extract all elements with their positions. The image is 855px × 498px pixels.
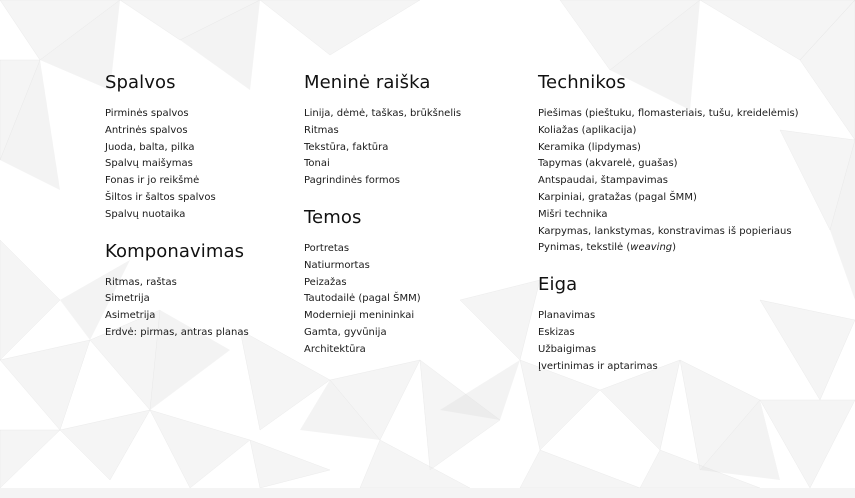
list-item: Natiurmortas — [304, 259, 370, 271]
list-item: Eskizas — [538, 326, 575, 338]
section-title: Meninė raiška — [304, 72, 431, 93]
list-item: Linija, dėmė, taškas, brūkšnelis — [304, 108, 462, 119]
section-menine-raiska — [304, 72, 524, 190]
list-item: Architektūra — [304, 343, 366, 355]
list-item: Peizažas — [304, 276, 347, 288]
section-temos — [304, 207, 524, 359]
section-title: Technikos — [538, 72, 626, 93]
list-item: Ritmas — [304, 124, 339, 136]
column-3 — [538, 72, 838, 375]
section-title: Temos — [304, 206, 362, 228]
list-item: Koliažas (aplikacija) — [538, 124, 637, 136]
list-item: Gamta, gyvūnija — [304, 326, 387, 338]
list-item: Juoda, balta, pilka — [105, 141, 195, 153]
weaving-prefix: Pynimas, tekstilė ( — [538, 242, 631, 254]
list-item: Planavimas — [538, 310, 596, 322]
list-item: Erdvė: pirmas, antras planas — [105, 326, 249, 338]
list-item: Tautodailė (pagal ŠMM) — [304, 293, 421, 305]
list-item: Pirminės spalvos — [105, 108, 189, 119]
list-item-weaving — [538, 240, 838, 257]
list-item: Karpymas, lankstymas, konstravimas iš popieriaus — [538, 225, 792, 237]
list-item: Spalvų nuotaika — [105, 208, 186, 220]
list-item: Simetrija — [105, 293, 150, 305]
section-list — [105, 275, 290, 342]
list-item: Piešimas (pieštuku, flomasteriais, tušu, kreidelėmis) — [538, 108, 799, 119]
section-technikos — [538, 72, 838, 257]
list-item: Modernieji menininkai — [304, 310, 415, 322]
list-item: Antrinės spalvos — [105, 124, 188, 136]
list-item: Šiltos ir šaltos spalvos — [105, 191, 216, 203]
section-title: Komponavimas — [105, 240, 245, 262]
list-item: Užbaigimas — [538, 343, 597, 355]
list-item: Mišri technika — [538, 208, 608, 220]
section-spalvos — [105, 72, 290, 224]
column-1 — [105, 72, 290, 342]
list-item: Tekstūra, faktūra — [304, 141, 389, 153]
list-item: Portretas — [304, 242, 350, 254]
section-list — [304, 241, 524, 359]
section-list — [105, 106, 290, 224]
section-title: Eiga — [538, 274, 578, 296]
list-item: Tapymas (akvarelė, guašas) — [538, 158, 678, 170]
section-title: Spalvos — [105, 72, 176, 93]
list-item: Ritmas, raštas — [105, 276, 177, 288]
section-eiga — [538, 274, 838, 375]
bottom-strip — [0, 488, 855, 498]
list-item: Keramika (lipdymas) — [538, 141, 641, 153]
list-item: Įvertinimas ir aptarimas — [538, 360, 658, 372]
column-2 — [304, 72, 524, 359]
list-item: Antspaudai, štampavimas — [538, 175, 668, 187]
list-item: Fonas ir jo reikšmė — [105, 175, 200, 187]
section-list — [538, 308, 838, 375]
section-list — [538, 106, 838, 257]
weaving-suffix: ) — [672, 242, 677, 254]
list-item: Asimetrija — [105, 310, 156, 322]
list-item: Tonai — [304, 158, 330, 170]
list-item: Spalvų maišymas — [105, 158, 193, 170]
section-list — [304, 106, 524, 190]
section-komponavimas — [105, 241, 290, 342]
list-item: Karpiniai, gratažas (pagal ŠMM) — [538, 191, 697, 203]
weaving-emphasis: weaving — [630, 242, 673, 254]
list-item: Pagrindinės formos — [304, 175, 400, 187]
